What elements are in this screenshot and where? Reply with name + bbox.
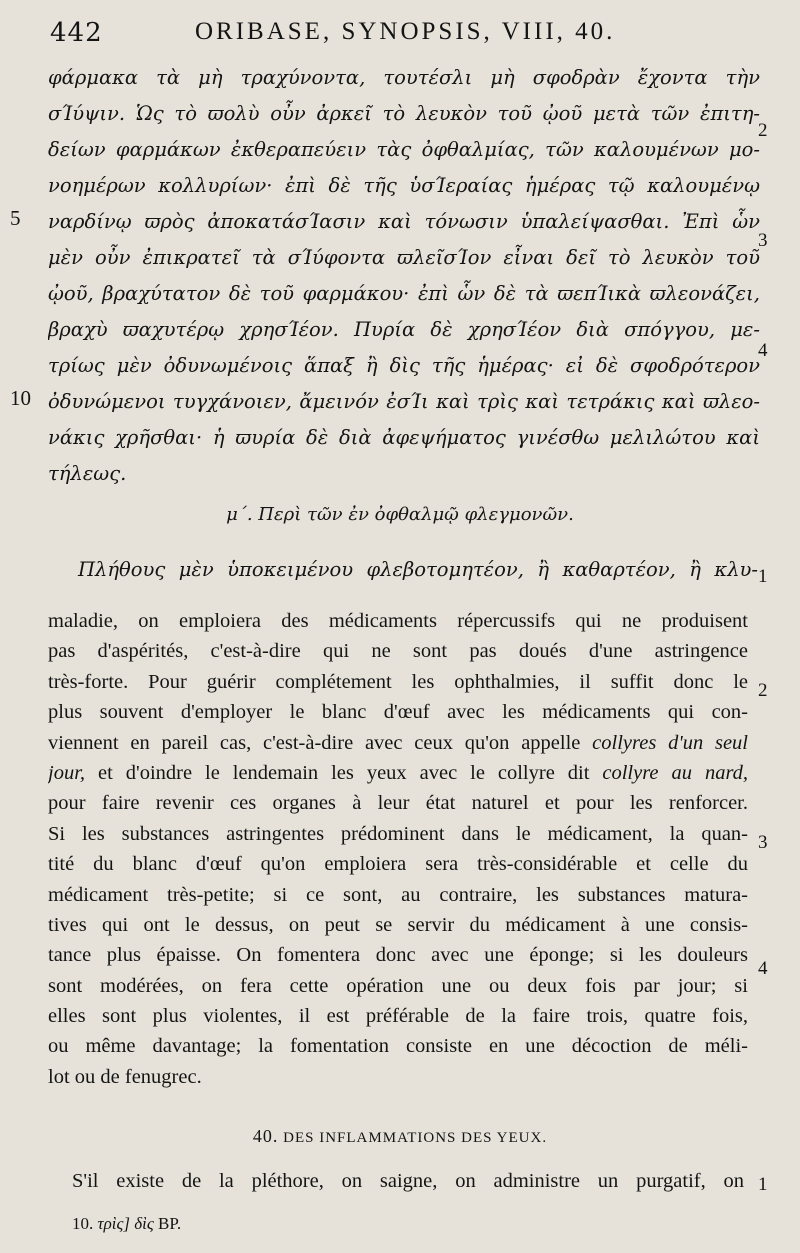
french-line: pour faire revenir ces organes à leur état naturel et pour les renforcer. <box>48 792 748 815</box>
greek-line: μὲν οὖν ἐπικρατεῖ τὰ σΊύφοντα ϖλεῖσΊον εἶναι δεῖ τὸ λευκὸν τοῦ <box>48 246 760 269</box>
french-section-opening: S'il existe de la pléthore, on saigne, on administre un purgatif, on <box>72 1170 744 1192</box>
french-line: Si les substances astringentes prédominent dans le médicament, la quan- <box>48 822 748 845</box>
margin-number: 1 <box>758 566 768 587</box>
margin-number: 3 <box>758 832 768 853</box>
margin-number: 4 <box>758 340 768 361</box>
french-section-number: 40. <box>252 1126 279 1146</box>
footnote-ref: 10. <box>72 1214 94 1233</box>
french-line: médicament très-petite; si ce sont, au contraire, les substances matura- <box>48 883 748 906</box>
french-text-run: et d'oindre le lendemain les yeux avec le collyre dit <box>98 761 590 784</box>
french-line: maladie, on emploiera des médicaments répercussifs qui ne produisent <box>48 610 748 632</box>
french-italic-term: jour, <box>48 761 86 784</box>
margin-number: 2 <box>758 680 768 701</box>
greek-line: βραχὺ ϖαχυτέρῳ χρησΊέον. Πυρία δὲ χρησΊέον διὰ σπόγγου, με- <box>48 318 760 341</box>
footnote-lemma: τρὶς] <box>97 1214 130 1233</box>
french-line: ou même davantage; la fomentation consiste en une décoction de méli- <box>48 1035 748 1058</box>
margin-number: 3 <box>758 230 768 251</box>
greek-line: τήλεως. <box>48 462 127 485</box>
footnote-variant: δὶς <box>134 1214 154 1233</box>
greek-line: ὀδυνώμενοι τυγχάνοιεν, ἄμεινόν ἐσΊι καὶ τρὶς καὶ τετράκις καὶ ϖλεο- <box>48 390 760 413</box>
running-head: ORIBASE, SYNOPSIS, VIII, 40. <box>195 18 616 45</box>
french-line: très-forte. Pour guérir complétement les ophthalmies, il suffit donc le <box>48 670 748 693</box>
greek-line-number-5: 5 <box>10 206 21 230</box>
french-line: plus souvent d'employer le blanc d'œuf avec les médicaments qui con- <box>48 701 748 724</box>
greek-section-heading: μ΄. Περὶ τῶν ἐν ὀφθαλμῷ φλεγμονῶν. <box>226 504 574 525</box>
french-line: lot ou de fenugrec. <box>48 1065 202 1088</box>
french-section-heading <box>0 1126 800 1147</box>
french-text-block <box>48 606 748 1092</box>
page-header <box>0 14 800 54</box>
greek-line: ναρδίνῳ ϖρὸς ἀποκατάσΊασιν καὶ τόνωσιν ὑπαλείψασθαι. Ἐπὶ ὧν <box>48 210 760 233</box>
french-italic-term: collyres d'un seul <box>592 731 748 754</box>
french-line: tité du blanc d'œuf qu'on emploiera sera très-considérable et celle du <box>48 853 748 876</box>
french-line <box>48 728 748 758</box>
french-line: pas d'aspérités, c'est-à-dire qui ne sont pas doués d'une astringence <box>48 640 748 663</box>
greek-text-block <box>48 60 760 492</box>
margin-number: 4 <box>758 958 768 979</box>
french-line: sont modérées, on fera cette opération une ou deux fois par jour; si <box>48 974 748 997</box>
footnote <box>72 1214 181 1234</box>
greek-line: δείων φαρμάκων ἐκθεραπεύειν τὰς ὀφθαλμίας, τῶν καλουμένων μο- <box>48 138 760 161</box>
greek-line: ᾠοῦ, βραχύτατον δὲ τοῦ φαρμάκου· ἐπὶ ὧν δὲ τὰ ϖεπΊικὰ ϖλεονάζει, <box>48 282 760 305</box>
french-line: tance plus épaisse. On fomentera donc avec une éponge; si les douleurs <box>48 944 748 967</box>
footnote-siglum: BP. <box>158 1214 182 1233</box>
french-text-run: viennent en pareil cas, c'est-à-dire avec ceux qu'on appelle <box>48 731 581 754</box>
page-number: 442 <box>50 18 103 48</box>
french-italic-term: collyre au nard, <box>602 761 748 784</box>
french-line <box>48 758 748 788</box>
greek-line: νάκις χρῆσθαι· ἡ ϖυρία δὲ διὰ ἀφεψήματος γινέσθω μελιλώτου καὶ <box>48 426 760 449</box>
greek-line: νοημέρων κολλυρίων· ἐπὶ δὲ τῆς ὑσΊεραίας ἡμέρας τῷ καλουμένῳ <box>48 174 760 197</box>
greek-line: φάρμακα τὰ μὴ τραχύνοντα, τουτέσλι μὴ σφοδρὰν ἔχοντα τὴν <box>48 66 760 89</box>
greek-line: τρίως μὲν ὀδυνωμένοις ἅπαξ ἢ δὶς τῆς ἡμέρας· εἰ δὲ σφοδρότερον <box>48 354 760 377</box>
french-section-title: DES INFLAMMATIONS DES YEUX. <box>283 1130 548 1146</box>
greek-line-number-10: 10 <box>10 386 31 410</box>
french-line: tives qui ont le dessus, on peut se servir du médicament à une consis- <box>48 913 748 936</box>
greek-line: σΊύψιν. Ὡς τὸ ϖολὺ οὖν ἀρκεῖ τὸ λευκὸν τοῦ ᾠοῦ μετὰ τῶν ἐπιτη- <box>48 102 760 125</box>
margin-number: 2 <box>758 120 768 141</box>
french-line: elles sont plus violentes, il est préférable de la faire trois, quatre fois, <box>48 1005 748 1028</box>
margin-number: 1 <box>758 1174 768 1195</box>
greek-section-opening: Πλήθους μὲν ὑποκειμένου φλεβοτομητέον, ἢ καθαρτέον, ἢ κλυ- <box>78 558 758 581</box>
